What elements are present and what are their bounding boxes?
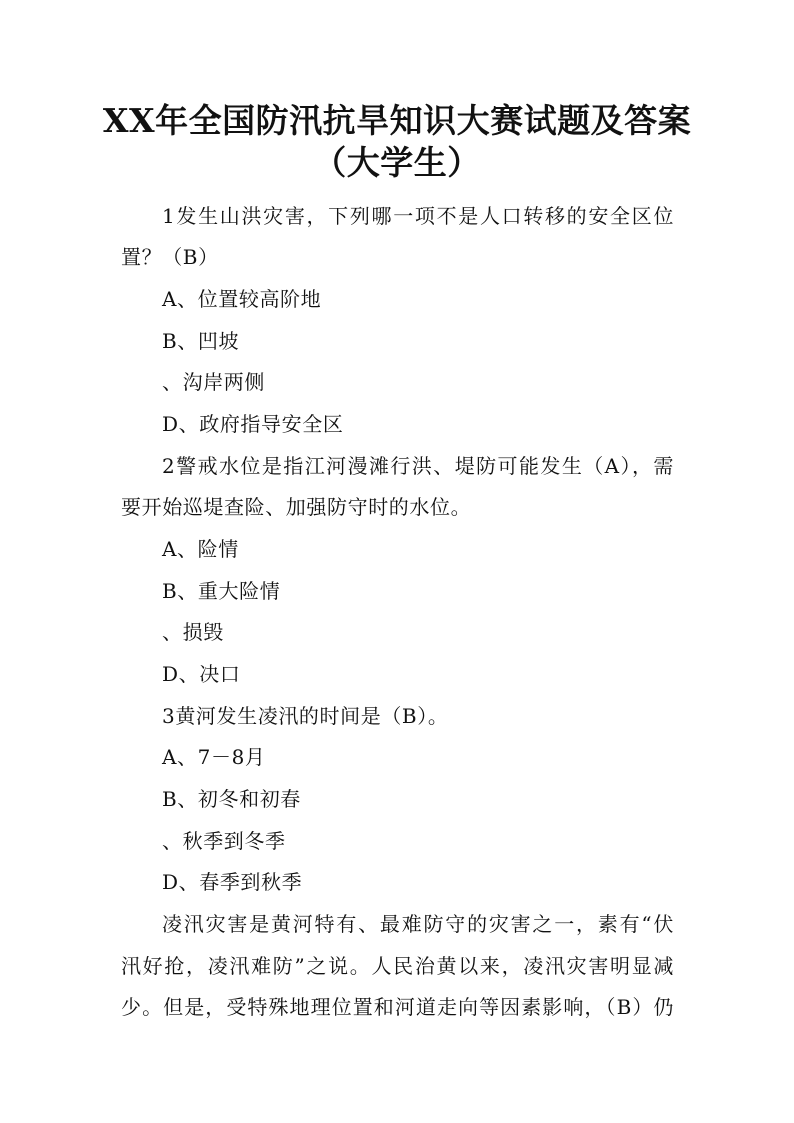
question-3-option-c: 、秋季到冬季 <box>162 829 286 853</box>
question-1-option-c: 、沟岸两侧 <box>162 370 265 394</box>
question-2-text-cont: 要开始巡堤查险、加强防守时的水位。 <box>121 495 472 519</box>
question-3-option-d: D、春季到秋季 <box>162 870 303 894</box>
paragraph-line-3: 少。但是，受特殊地理位置和河道走向等因素影响，（B）仍 <box>121 995 674 1019</box>
document-subtitle: （大学生） <box>313 143 481 182</box>
paragraph-line-1: 凌汛灾害是黄河特有、最难防守的灾害之一，素有“伏 <box>162 912 674 936</box>
question-1-text: 1发生山洪灾害，下列哪一项不是人口转移的安全区位 <box>162 204 674 228</box>
question-1-option-a: A、位置较高阶地 <box>162 287 322 311</box>
document-title: XX年全国防汛抗旱知识大赛试题及答案 <box>102 101 692 140</box>
question-1-option-b: B、凹坡 <box>162 329 240 353</box>
question-3-text: 3黄河发生凌汛的时间是（B）。 <box>162 704 449 728</box>
question-2-text: 2警戒水位是指江河漫滩行洪、堤防可能发生（A），需 <box>162 454 674 478</box>
paragraph-line-2: 汛好抢，凌汛难防”之说。人民治黄以来，凌汛灾害明显减 <box>121 954 674 978</box>
question-1-option-d: D、政府指导安全区 <box>162 412 344 436</box>
question-3-option-b: B、初冬和初春 <box>162 787 301 811</box>
question-1-text-cont: 置？（B） <box>121 245 219 269</box>
question-2-option-a: A、险情 <box>162 537 239 561</box>
question-2-option-b: B、重大险情 <box>162 579 281 603</box>
question-2-option-c: 、损毁 <box>162 620 224 644</box>
question-3-option-a: A、7－8月 <box>162 745 266 769</box>
question-2-option-d: D、决口 <box>162 662 241 686</box>
